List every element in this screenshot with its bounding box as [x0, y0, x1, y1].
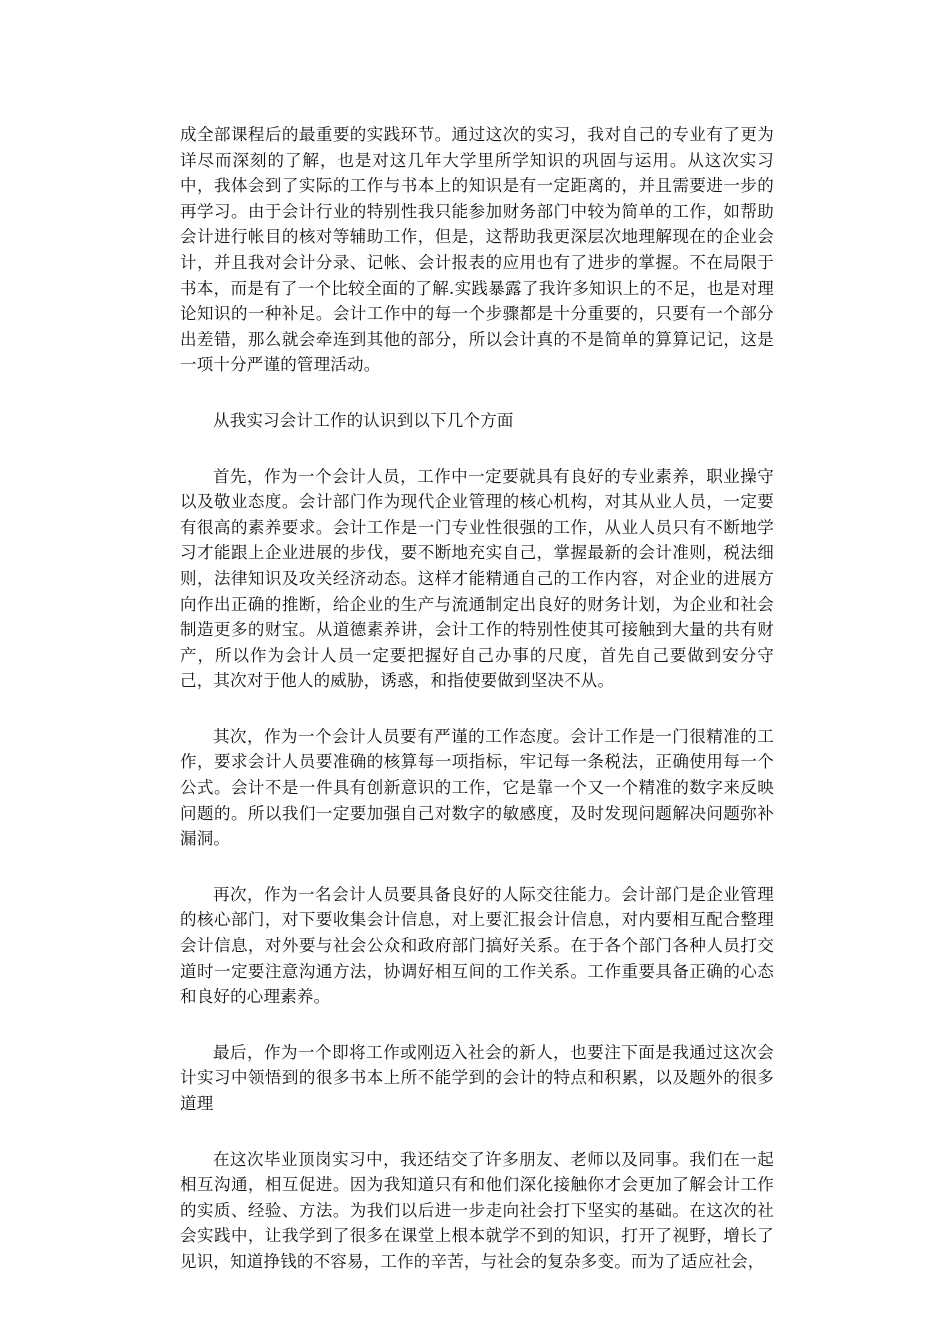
paragraph-spacer	[180, 434, 774, 464]
paragraph-spacer	[180, 1010, 774, 1040]
paragraph-first-point: 首先，作为一个会计人员，工作中一定要就具有良好的专业素养，职业操守以及敬业态度。会计部门作为现代企业管理的核心机构，对其从业人员，一定要有很高的素养要求。会计工作是一门专业性很强的工作，从业人员只有不断地学习才能跟上企业进展的步伐，要不断地充实自己，掌握最新的会计准则，税法细则，法律知识及攻关经济动态。这样才能精通自己的工作内容，对企业的进展方向作出正确的推断，给企业的生产与流通制定出良好的财务计划，为企业和社会制造更多的财宝。从道德素养讲，会计工作的特别性使其可接触到大量的共有财产，所以作为会计人员一定要把握好自己办事的尺度，首先自己要做到安分守己，其次对于他人的威胁，诱惑，和指使要做到坚决不从。	[180, 466, 774, 691]
paragraph-spacer	[180, 378, 774, 408]
paragraph-spacer	[180, 852, 774, 882]
document-body	[180, 122, 774, 1275]
paragraph-internship-summary: 成全部课程后的最重要的实践环节。通过这次的实习，我对自己的专业有了更为详尽而深刻的了解，也是对这几年大学里所学知识的巩固与运用。从这次实习中，我体会到了实际的工作与书本上的知识是有一定距离的，并且需要进一步的再学习。由于会计行业的特别性我只能参加财务部门中较为简单的工作，如帮助会计进行帐目的核对等辅助工作，但是，这帮助我更深层次地理解现在的企业会计，并且我对会计分录、记帐、会计报表的应用也有了进步的掌握。不在局限于书本，而是有了一个比较全面的了解.实践暴露了我许多知识上的不足，也是对理论知识的一种补足。会计工作中的每一个步骤都是十分重要的，只要有一个部分出差错，那么就会牵连到其他的部分，所以会计真的不是简单的算算记记，这是一项十分严谨的管理活动。	[180, 125, 774, 375]
paragraph-spacer	[180, 1117, 774, 1147]
paragraph-third-point: 再次，作为一名会计人员要具备良好的人际交往能力。会计部门是企业管理的核心部门，对下要收集会计信息，对上要汇报会计信息，对内要相互配合整理会计信息，对外要与社会公众和政府部门搞好关系。在于各个部门各种人员打交道时一定要注意沟通方法，协调好相互间的工作关系。工作重要具备正确的心态和良好的心理素养。	[180, 884, 774, 1007]
paragraph-second-point: 其次，作为一个会计人员要有严谨的工作态度。会计工作是一门很精准的工作，要求会计人员要准确的核算每一项指标，牢记每一条税法，正确使用每一个公式。会计不是一件具有创新意识的工作，它是靠一个又一个精准的数字来反映问题的。所以我们一定要加强自己对数字的敏感度，及时发现问题解决问题弥补漏洞。	[180, 726, 774, 849]
paragraph-spacer	[180, 694, 774, 724]
section-heading-aspects: 从我实习会计工作的认识到以下几个方面	[213, 410, 514, 430]
paragraph-final-point: 最后，作为一个即将工作或刚迈入社会的新人，也要注下面是我通过这次会计实习中领悟到的很多书本上所不能学到的会计的特点和积累，以及题外的很多道理	[180, 1042, 774, 1113]
paragraph-friends-colleagues: 在这次毕业顶岗实习中，我还结交了许多朋友、老师以及同事。我们在一起相互沟通，相互促进。因为我知道只有和他们深化接触你才会更加了解会计工作的实质、经验、方法。为我们以后进一步走向社会打下坚实的基础。在这次的社会实践中，让我学到了很多在课堂上根本就学不到的知识，打开了视野，增长了见识，知道挣钱的不容易，工作的辛苦，与社会的复杂多变。而为了适应社会，	[180, 1149, 774, 1271]
